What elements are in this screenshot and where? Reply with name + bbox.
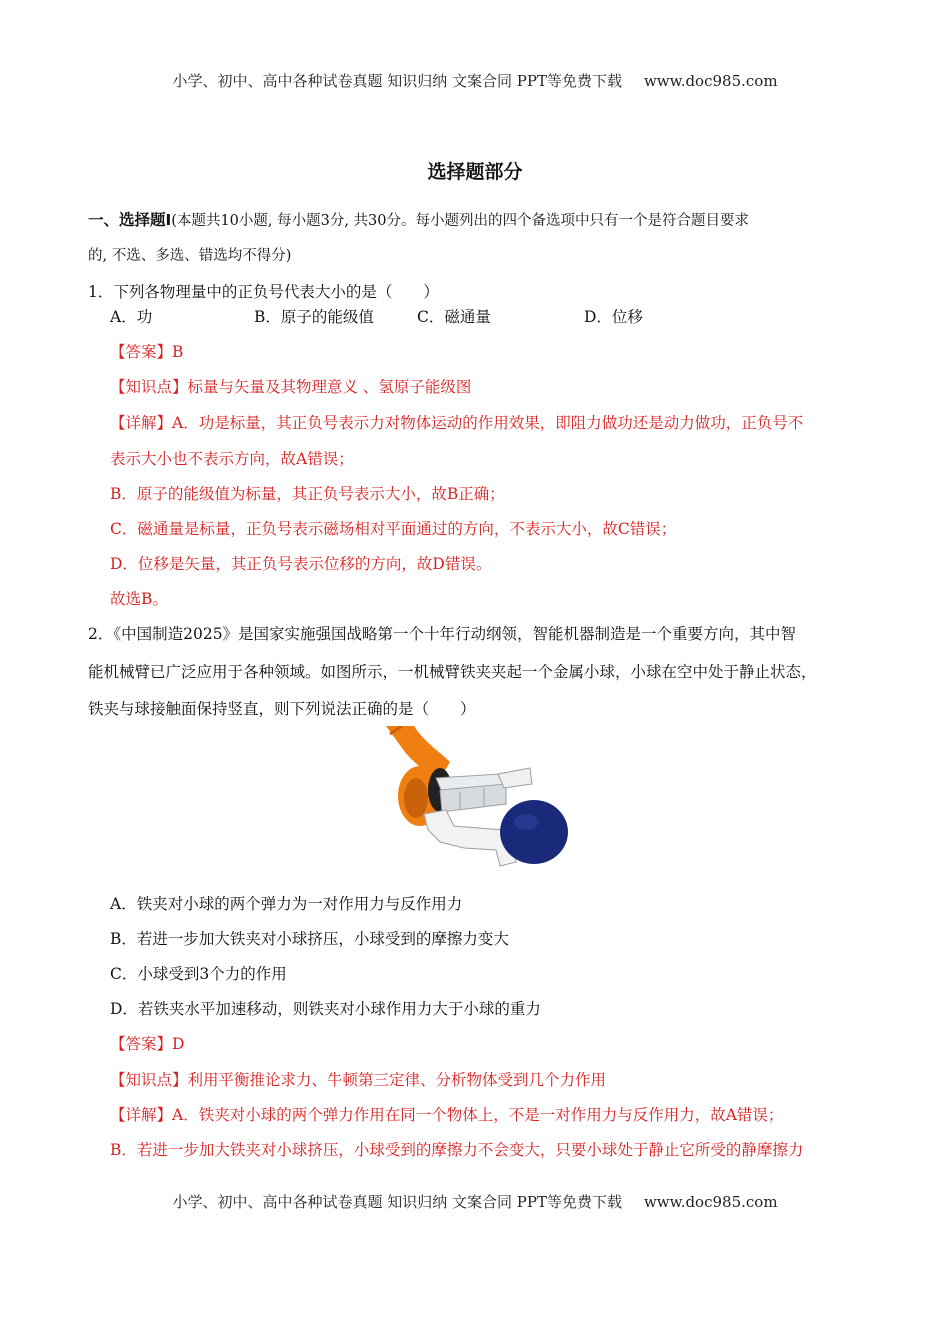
section-lead: 一、选择题Ⅰ: [88, 211, 172, 229]
section-line1: (本题共10小题, 每小题3分, 共30分。每小题列出的四个备选项中只有一个是符合题目要求: [171, 213, 749, 229]
q1-detail-1: 【详解】A．功是标量，其正负号表示力对物体运动的作用效果，即阻力做功还是动力做功，正负号不: [110, 414, 804, 432]
q2-option-a: A．铁夹对小球的两个弹力为一对作用力与反作用力: [110, 895, 463, 913]
section-heading: [88, 208, 749, 230]
q1-answer: 【答案】B: [110, 343, 184, 361]
q1-option-c: C．磁通量: [417, 308, 491, 326]
ball-highlight: [514, 814, 538, 830]
q2-stem-3: 铁夹与球接触面保持竖直，则下列说法正确的是（ ）: [88, 700, 476, 718]
header-text: 小学、初中、高中各种试卷真题 知识归纳 文案合同 PPT等免费下载: [172, 72, 622, 90]
q2-stem-2: 能机械臂已广泛应用于各种领域。如图所示，一机械臂铁夹夹起一个金属小球，小球在空中处于静止状态，: [88, 663, 817, 681]
footer-site[interactable]: www.doc985.com: [643, 1193, 778, 1211]
q1-knowledge: 【知识点】标量与矢量及其物理意义 、氢原子能级图: [110, 378, 472, 396]
robot-arm-figure: [380, 726, 580, 872]
q2-detail-1: 【详解】A．铁夹对小球的两个弹力作用在同一个物体上，不是一对作用力与反作用力，故A错误；: [110, 1106, 784, 1124]
q1-detail-5: D．位移是矢量，其正负号表示位移的方向，故D错误。: [110, 555, 492, 573]
q1-detail-3: B．原子的能级值为标量，其正负号表示大小，故B正确；: [110, 485, 505, 503]
page-footer: [0, 1191, 950, 1212]
q1-option-b: B．原子的能级值: [254, 308, 374, 326]
q2-option-b: B．若进一步加大铁夹对小球挤压，小球受到的摩擦力变大: [110, 930, 509, 948]
q1-option-d: D．位移: [584, 308, 643, 326]
q1-detail-2: 表示大小也不表示方向，故A错误；: [110, 450, 354, 468]
q1-detail-4: C．磁通量是标量，正负号表示磁场相对平面通过的方向，不表示大小，故C错误；: [110, 520, 677, 538]
q2-stem-1: 2．《中国制造2025》是国家实施强国战略第一个十年行动纲领，智能机器制造是一个重要方向，其中智: [88, 625, 797, 643]
upper-jaw: [498, 768, 532, 788]
q2-option-d: D．若铁夹水平加速移动，则铁夹对小球作用力大于小球的重力: [110, 1000, 541, 1018]
page-header: [0, 70, 950, 91]
header-site[interactable]: www.doc985.com: [643, 72, 778, 90]
q1-option-a: A．功: [110, 308, 153, 326]
footer-text: 小学、初中、高中各种试卷真题 知识归纳 文案合同 PPT等免费下载: [172, 1193, 622, 1211]
metal-ball: [500, 800, 568, 864]
q1-conclusion: 故选B。: [110, 590, 168, 608]
q2-option-c: C．小球受到3个力的作用: [110, 965, 287, 983]
robot-arm-illustration: [380, 726, 580, 872]
section-line2: 的, 不选、多选、错选均不得分): [88, 248, 292, 264]
q1-stem: 1．下列各物理量中的正负号代表大小的是（ ）: [88, 283, 439, 301]
q2-detail-2: B．若进一步加大铁夹对小球挤压，小球受到的摩擦力不会变大，只要小球处于静止它所受的静摩擦力: [110, 1141, 804, 1159]
q2-answer: 【答案】D: [110, 1035, 185, 1053]
arm-joint-inner: [404, 778, 428, 818]
page-title: 选择题部分: [427, 161, 523, 183]
q2-knowledge: 【知识点】利用平衡推论求力、牛顿第三定律、分析物体受到几个力作用: [110, 1071, 607, 1089]
